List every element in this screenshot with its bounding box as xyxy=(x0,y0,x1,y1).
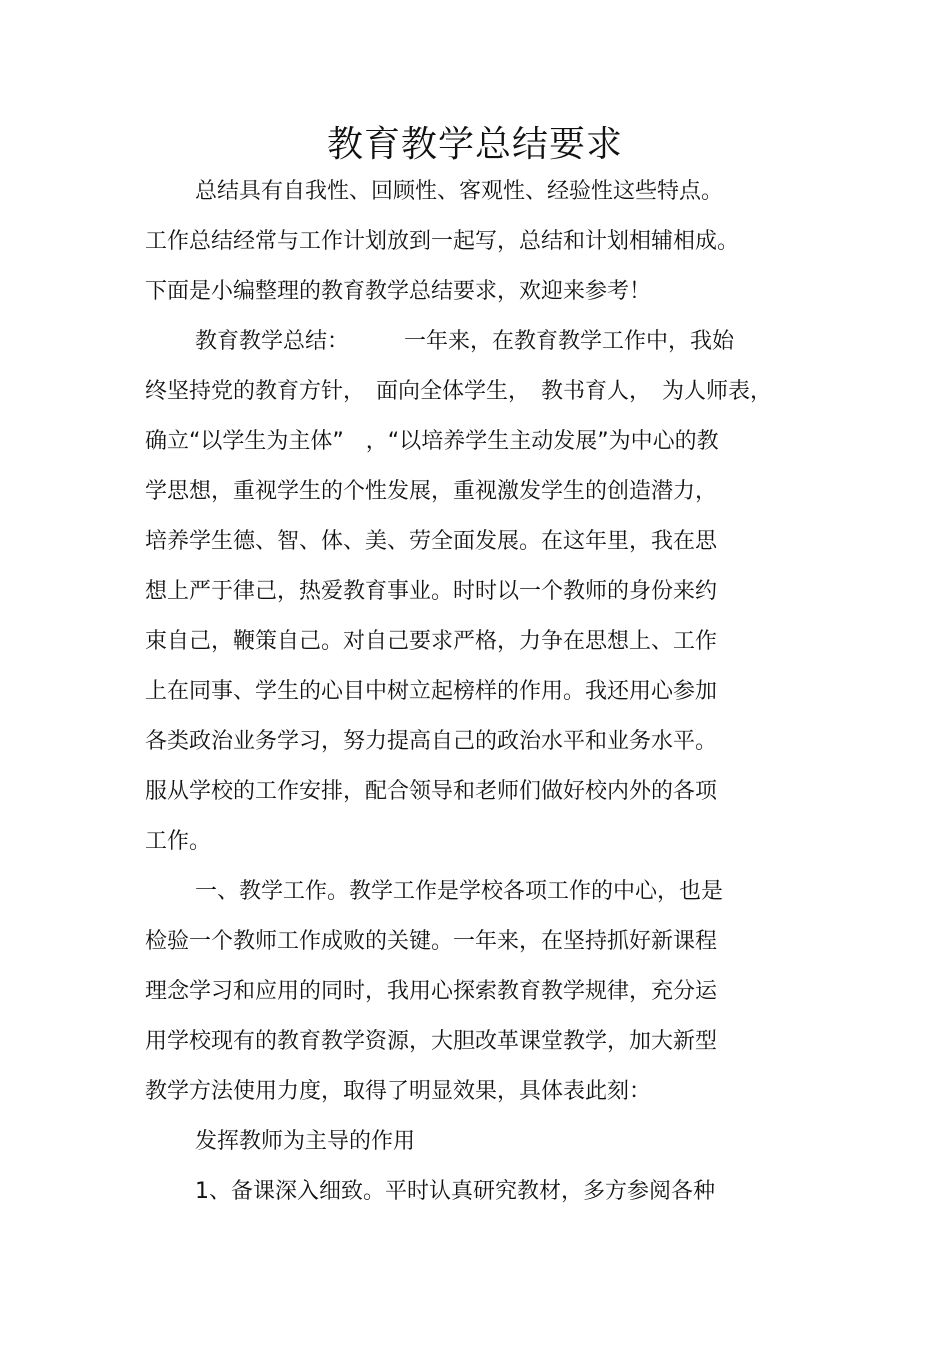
paragraph-line: 上在同事、学生的心目中树立起榜样的作用。我还用心参加 xyxy=(145,679,718,704)
paragraph-line: 总结具有自我性、回顾性、客观性、经验性这些特点。 xyxy=(195,179,724,204)
paragraph-line: 培养学生德、智、体、美、劳全面发展。在这年里，我在思 xyxy=(145,529,718,554)
paragraph-line: 用学校现有的教育教学资源，大胆改革课堂教学，加大新型 xyxy=(145,1029,718,1054)
paragraph-line: 确立“以学生为主体” ，“以培养学生主动发展”为中心的教 xyxy=(145,429,719,454)
paragraph-line: 学思想，重视学生的个性发展，重视激发学生的创造潜力， xyxy=(145,479,718,504)
paragraph-line: 工作总结经常与工作计划放到一起写，总结和计划相辅相成。 xyxy=(145,229,740,254)
paragraph-line: 想上严于律己，热爱教育事业。时时以一个教师的身份来约 xyxy=(145,579,718,604)
paragraph-line: 教学方法使用力度，取得了明显效果，具体表此刻： xyxy=(145,1079,652,1104)
paragraph-line: 下面是小编整理的教育教学总结要求，欢迎来参考！ xyxy=(145,279,652,304)
paragraph-line: 各类政治业务学习，努力提高自己的政治水平和业务水平。 xyxy=(145,729,718,754)
section-heading: 发挥教师为主导的作用 xyxy=(195,1129,416,1154)
paragraph-line: 1、备课深入细致。平时认真研究教材，多方参阅各种 xyxy=(195,1179,715,1204)
paragraph-line: 束自己，鞭策自己。对自己要求严格，力争在思想上、工作 xyxy=(145,629,718,654)
paragraph-line: 理念学习和应用的同时，我用心探索教育教学规律，充分运 xyxy=(145,979,718,1004)
document-title: 教育教学总结要求 xyxy=(326,124,623,165)
paragraph-line: 服从学校的工作安排，配合领导和老师们做好校内外的各项 xyxy=(145,779,718,804)
paragraph-line: 检验一个教师工作成败的关键。一年来，在坚持抓好新课程 xyxy=(145,929,718,954)
paragraph-line: 教育教学总结： 一年来，在教育教学工作中，我始 xyxy=(195,329,735,354)
paragraph-line: 一、教学工作。教学工作是学校各项工作的中心，也是 xyxy=(195,879,724,904)
paragraph-line: 终坚持党的教育方针， 面向全体学生， 教书育人， 为人师表， xyxy=(145,379,773,404)
paragraph-line: 工作。 xyxy=(145,829,212,854)
